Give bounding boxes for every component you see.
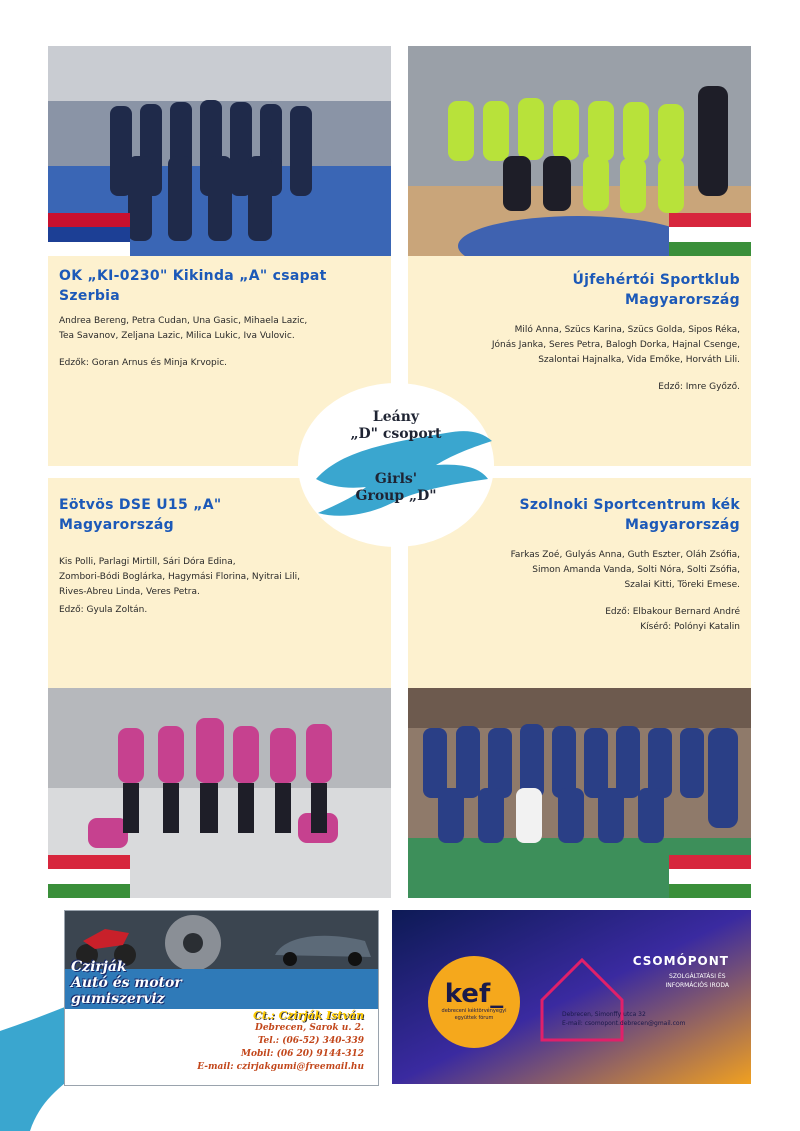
flag-stripe-middle	[48, 869, 130, 883]
group-line: „D" csoport	[350, 426, 442, 442]
ad-brand-line: Czirják	[71, 959, 127, 975]
players-line: Simon Amanda Vanda, Solti Nóra, Solti Zsófia,	[532, 565, 740, 575]
flag-hungary	[669, 855, 751, 898]
coach-line: Edző: Gyula Zoltán.	[59, 605, 148, 615]
ad-brand-line: Autó és motor	[71, 975, 182, 991]
team-roster-szolnok	[420, 548, 740, 635]
coach-line: Edző: Elbakour Bernard André	[605, 607, 740, 617]
team-title-kikinda	[59, 266, 379, 306]
team-country: Magyarország	[59, 517, 174, 533]
team-roster-eotvos	[59, 555, 379, 618]
flag-stripe-top	[48, 213, 130, 227]
players-line: Rives-Abreu Linda, Veres Petra.	[59, 587, 200, 597]
team-country: Szerbia	[59, 288, 120, 304]
flag-stripe-middle	[669, 227, 751, 241]
csomopont-sub-line: INFORMÁCIÓS IRODA	[665, 982, 729, 989]
kef-logo-sub: együttek fórum	[454, 1015, 494, 1021]
players-line: Jónás Janka, Seres Petra, Balogh Dorka, Hajnal Csenge,	[491, 340, 740, 350]
group-line: Group „D"	[355, 488, 437, 504]
flag-stripe-top	[669, 213, 751, 227]
team-country: Magyarország	[625, 292, 740, 308]
flag-stripe-bottom	[48, 884, 130, 898]
players-line: Farkas Zoé, Gulyás Anna, Guth Eszter, Oláh Zsófia,	[510, 550, 740, 560]
flag-serbia	[48, 213, 130, 256]
players-line: Kis Polli, Parlagi Mirtill, Sári Dóra Edina,	[59, 557, 236, 567]
ad-mobile: Mobil: (06 20) 9144-312	[241, 1049, 364, 1059]
group-line: Girls'	[374, 471, 418, 487]
players-line: Zombori-Bódi Boglárka, Hagymási Florina, Nyitrai Lili,	[59, 572, 300, 582]
group-line: Leány	[372, 409, 420, 425]
players-line: Szalontai Hajnalka, Vida Emőke, Horváth Lili.	[538, 355, 740, 365]
ad-contact	[197, 1009, 364, 1074]
team-roster-kikinda	[59, 314, 379, 371]
csomopont-contact	[562, 1010, 685, 1028]
team-name: OK „KI-0230" Kikinda „A" csapat	[59, 268, 327, 284]
ad-email: E-mail: czirjakgumi@freemail.hu	[197, 1062, 364, 1072]
kef-logo	[434, 980, 514, 1022]
players-line: Andrea Bereng, Petra Cudan, Una Gasic, Mihaela Lazic,	[59, 316, 308, 326]
group-label-hu	[296, 409, 496, 443]
ad-brand-line: gumiszerviz	[71, 991, 165, 1007]
csomopont-email: E-mail: csomopont.debrecen@gmail.com	[562, 1020, 686, 1027]
kef-logo-text: kef_	[444, 979, 504, 1009]
ad-address: Debrecen, Sarok u. 2.	[255, 1023, 364, 1033]
players-line: Szalai Kitti, Töreki Emese.	[624, 580, 740, 590]
group-emblem	[296, 381, 496, 549]
ad-phone: Tel.: (06-52) 340-339	[257, 1036, 364, 1046]
flag-hungary	[669, 213, 751, 256]
csomopont-title: CSOMÓPONT	[632, 954, 729, 968]
ad-owner: Ct.: Czirják István	[252, 1009, 364, 1022]
team-name: Eötvös DSE U15 „A"	[59, 497, 222, 513]
csomopont-sub-line: SZOLGÁLTATÁSI ÉS	[669, 973, 726, 980]
csomopont-sub	[666, 972, 729, 990]
ad-brand	[71, 959, 182, 1007]
kef-logo-sub: debreceni kéktörvényegyi	[441, 1008, 507, 1014]
flag-stripe-bottom	[669, 884, 751, 898]
emblem-background	[296, 381, 496, 549]
flag-stripe-bottom	[669, 242, 751, 256]
flag-stripe-top	[669, 855, 751, 869]
team-title-ujfeherto	[420, 270, 740, 310]
flag-stripe-middle	[48, 227, 130, 241]
coach-line: Edzők: Goran Arnus és Minja Krvopic.	[59, 358, 228, 368]
ad-czirjak	[64, 910, 379, 1086]
players-line: Tea Savanov, Zeljana Lazic, Milica Lukic, Iva Vulovic.	[59, 331, 295, 341]
team-name: Újfehértói Sportklub	[572, 272, 740, 288]
flag-stripe-bottom	[48, 242, 130, 256]
team-name: Szolnoki Sportcentrum kék	[519, 497, 740, 513]
companion-line: Kísérő: Polónyi Katalin	[640, 622, 740, 632]
ad-csomopont	[392, 910, 751, 1084]
players-line: Miló Anna, Szücs Karina, Szücs Golda, Sipos Réka,	[514, 325, 740, 335]
coach-line: Edző: Imre Győző.	[658, 382, 740, 392]
flag-stripe-middle	[669, 869, 751, 883]
csomopont-address: Debrecen, Simonffy utca 32	[562, 1011, 646, 1018]
flag-stripe-top	[48, 855, 130, 869]
team-country: Magyarország	[625, 517, 740, 533]
group-label-en	[296, 471, 496, 505]
flag-hungary	[48, 855, 130, 898]
